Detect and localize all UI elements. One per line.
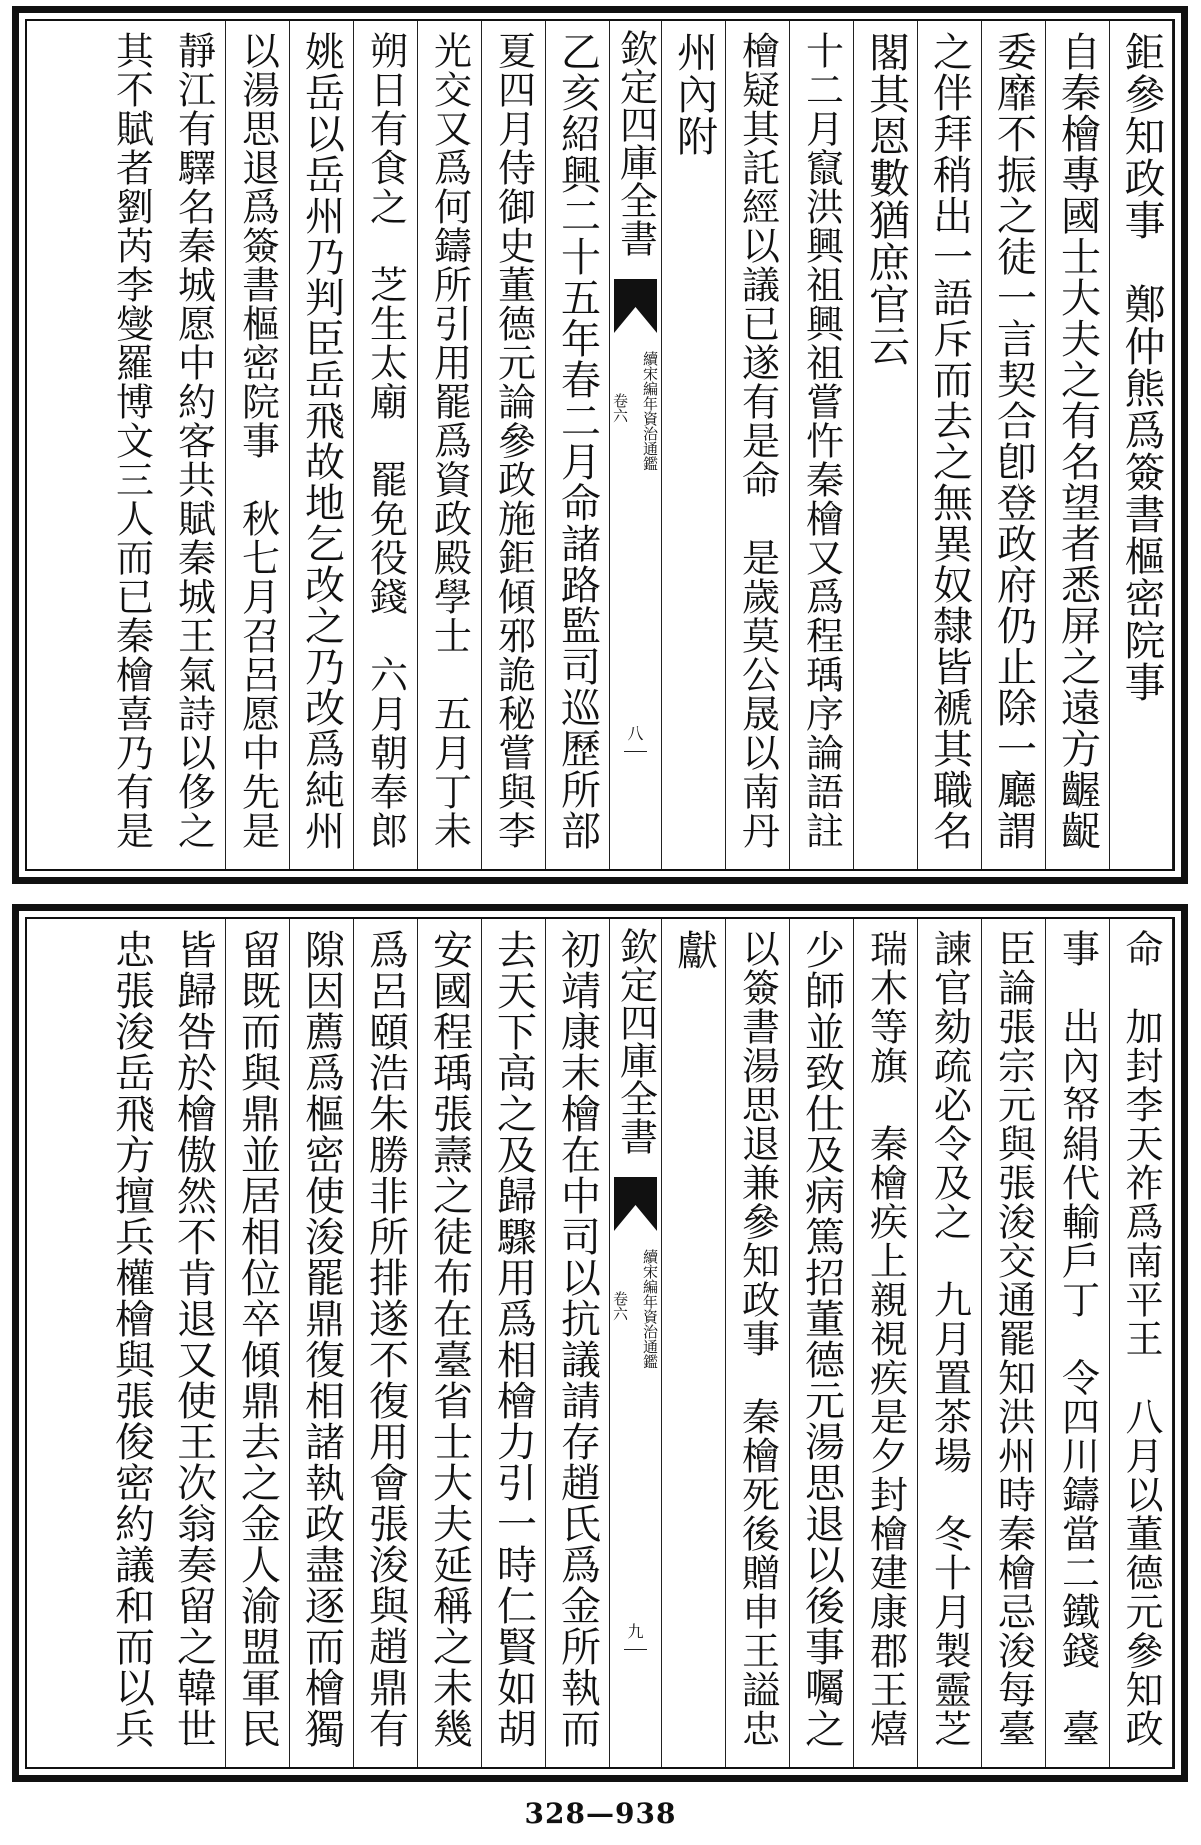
text-column: 去天下高之及歸驟用爲相檜力引一時仁賢如胡	[482, 919, 546, 1767]
fishtail-ornament-icon	[614, 1177, 657, 1231]
folio-rule	[624, 1649, 647, 1650]
center-gutter	[610, 21, 662, 869]
book-title: 續宋編年資治通鑑	[641, 1249, 659, 1369]
text-column: 爲呂頤浩朱勝非所排遂不復用會張浚與趙鼎有	[354, 919, 418, 1767]
text-column: 十二月竄洪興祖興祖嘗忤秦檜又爲程瑀序論語註	[790, 21, 854, 869]
text-column: 皆歸咎於檜傲然不肯退又使王次翁奏留之韓世	[162, 919, 226, 1767]
folio-number: 八	[627, 724, 644, 743]
fishtail-ornament-icon	[614, 279, 657, 333]
text-column: 檜疑其託經以議已遂有是命 是歲莫公晟以南丹	[726, 21, 790, 869]
juan-number: 卷六	[611, 393, 629, 423]
juan-number: 卷六	[611, 1291, 629, 1321]
page-number: 328—938	[524, 1797, 677, 1830]
text-column: 以湯思退爲簽書樞密院事 秋七月召呂愿中先是	[226, 21, 290, 869]
bottom-leaf-frame	[25, 917, 1175, 1769]
center-gutter	[610, 919, 662, 1767]
bottom-leaf-columns	[27, 919, 1173, 1767]
text-column: 乙亥紹興二十五年春二月命諸路監司巡歷所部	[546, 21, 610, 869]
top-leaf	[12, 6, 1188, 884]
text-column: 閣其恩數猶庶官云	[854, 21, 918, 869]
library-title: 欽定四庫全書	[613, 927, 658, 1155]
text-column: 自秦檜專國士大夫之有名望者悉屏之遠方齷齪	[1046, 21, 1110, 869]
text-column: 瑞木等旗 秦檜疾上親視疾是夕封檜建康郡王熺	[854, 919, 918, 1767]
text-column: 忠張浚岳飛方擅兵權檜與張俊密約議和而以兵	[108, 929, 155, 1749]
text-column: 事 出內帑絹代輸戶丁 令四川鑄當二鐵錢 臺	[1046, 919, 1110, 1767]
text-column: 初靖康末檜在中司以抗議請存趙氏爲金所執而	[546, 919, 610, 1767]
text-column: 命 加封李天祚爲南平王 八月以董德元參知政	[1110, 919, 1173, 1767]
folio-rule	[624, 751, 647, 752]
text-column: 姚岳以岳州乃判臣岳飛故地乞改之乃改爲純州	[290, 21, 354, 869]
library-title: 欽定四庫全書	[613, 29, 658, 257]
text-column: 委靡不振之徒一言契合卽登政府仍止除一廳謂	[982, 21, 1046, 869]
text-column: 安國程瑀張燾之徒布在臺省士大夫延稱之未幾	[418, 919, 482, 1767]
top-leaf-columns	[27, 21, 1173, 869]
text-column: 臣論張宗元與張浚交通罷知洪州時秦檜忌浚每臺	[982, 919, 1046, 1767]
text-column: 鉅參知政事 鄭仲熊爲簽書樞密院事	[1110, 21, 1173, 869]
text-column: 諫官劾疏必令及之 九月置茶場 冬十月製靈芝	[918, 919, 982, 1767]
text-column: 光交又爲何鑄所引用罷爲資政殿學士 五月丁未	[418, 21, 482, 869]
text-column: 朔日有食之 芝生太廟 罷免役錢 六月朝奉郎	[354, 21, 418, 869]
folio-number: 九	[627, 1622, 644, 1641]
text-column: 獻	[662, 919, 726, 1767]
text-column: 其不賦者劉芮李燮羅博文三人而已秦檜喜乃有是	[109, 31, 154, 850]
text-column: 州內附	[662, 21, 726, 869]
text-column: 之伴拜稍出一語斥而去之無異奴隸皆褫其職名	[918, 21, 982, 869]
book-title: 續宋編年資治通鑑	[641, 351, 659, 471]
text-column: 以簽書湯思退兼參知政事 秦檜死後贈申王謚忠	[726, 919, 790, 1767]
bottom-leaf	[12, 904, 1188, 1782]
text-column: 少師並致仕及病篤招董德元湯思退以後事囑之	[790, 919, 854, 1767]
text-column: 留既而與鼎並居相位卒傾鼎去之金人渝盟軍民	[226, 919, 290, 1767]
text-column: 隙因薦爲樞密使浚罷鼎復相諸執政盡逐而檜獨	[290, 919, 354, 1767]
text-column: 靜江有驛名秦城愿中約客共賦秦城王氣詩以侈之	[162, 21, 226, 869]
top-leaf-frame	[25, 19, 1175, 871]
text-column: 夏四月侍御史董德元論參政施鉅傾邪詭秘嘗與李	[482, 21, 546, 869]
